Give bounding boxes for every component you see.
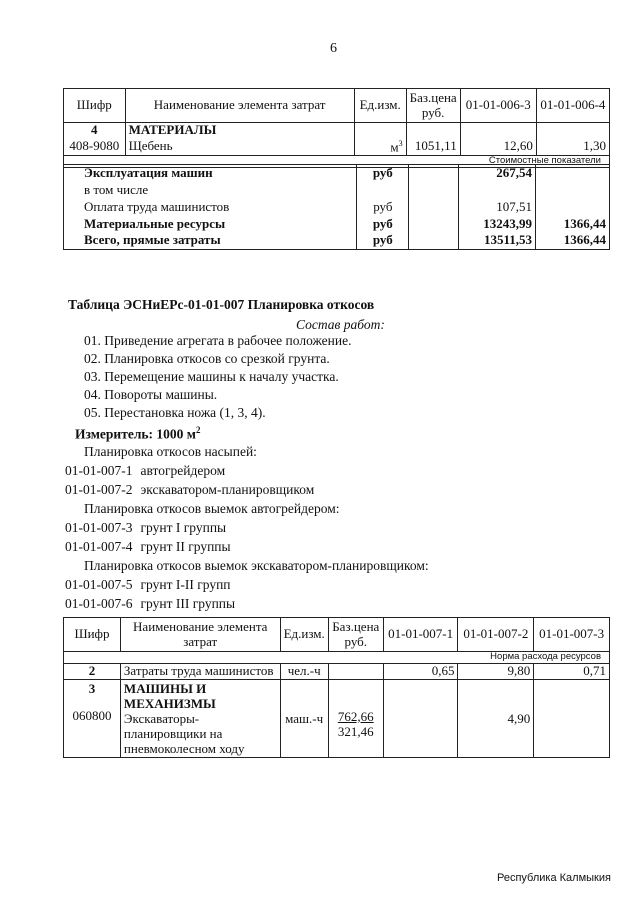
section-title: МАШИНЫ И МЕХАНИЗМЫ <box>123 680 216 711</box>
item-code: 01-01-007-6 <box>65 596 133 611</box>
summary-price-empty <box>409 216 459 233</box>
item-text: автогрейдером <box>140 463 226 478</box>
meter-label: Измеритель: 1000 $м^2$ <box>75 425 201 442</box>
header-col-007-3: 01-01-007-3 <box>534 618 610 652</box>
header-name: Наименование элемента затрат <box>120 618 280 652</box>
header-col-006-3: 01-01-006-3 <box>460 89 536 123</box>
list-item <box>65 596 235 612</box>
item-code: 01-01-007-2 <box>65 482 133 497</box>
list-item <box>65 539 231 555</box>
group-title: Планировка откосов насыпей: <box>84 444 257 459</box>
section-number: 4 <box>64 123 126 139</box>
header-col-006-4: 01-01-006-4 <box>536 89 609 123</box>
material-unit: $м^3$ <box>354 139 406 156</box>
material-value-1: 12,60 <box>460 139 536 156</box>
material-price: 1051,11 <box>406 139 460 156</box>
item-text: грунт III группы <box>140 596 236 611</box>
item-text: грунт I группы <box>140 520 227 535</box>
item-text: грунт II группы <box>140 539 231 554</box>
machine-name: Экскаваторы-планировщики на пневмоколесном ходу <box>123 710 245 756</box>
table-row <box>64 233 610 250</box>
header-col-007-2: 01-01-007-2 <box>458 618 534 652</box>
summary-price-empty <box>409 233 459 250</box>
item-code: 01-01-007-4 <box>65 539 133 554</box>
table-row <box>64 165 610 182</box>
work-item: 02. Планировка откосов со срезкой грунта. <box>84 351 330 366</box>
work-item: 05. Перестановка ножа (1, 3, 4). <box>84 405 266 420</box>
summary-name: Эксплуатация машин <box>64 165 357 182</box>
item-text: экскаватором-планировщиком <box>140 482 315 497</box>
labor-value-2: 9,80 <box>458 664 534 680</box>
item-code: 01-01-007-1 <box>65 463 133 478</box>
table-title: Таблица ЭСНиЕРс-01-01-007 Планировка откосов <box>68 297 375 312</box>
machine-name-cell <box>120 679 280 757</box>
labor-code: 2 <box>64 664 121 680</box>
summary-name: в том числе <box>64 182 357 199</box>
summary-unit: руб <box>357 165 409 182</box>
table-row <box>64 679 610 757</box>
summary-v1: 107,51 <box>459 199 536 216</box>
summary-unit <box>357 182 409 199</box>
work-composition-title: Состав работ: <box>296 317 385 332</box>
summary-v2 <box>536 199 610 216</box>
item-code: 01-01-007-5 <box>65 577 133 592</box>
summary-v2: 1366,44 <box>536 233 610 250</box>
table-row <box>64 182 610 199</box>
labor-unit: чел.-ч <box>280 664 328 680</box>
machine-price-cell <box>328 679 383 757</box>
machine-value-3 <box>534 679 610 757</box>
list-item <box>65 463 225 479</box>
work-item: 04. Повороты машины. <box>84 387 218 402</box>
material-code: 408-9080 <box>64 139 126 156</box>
summary-v1: 267,54 <box>459 165 536 182</box>
summary-name: Всего, прямые затраты <box>64 233 357 250</box>
machine-value-1 <box>383 679 458 757</box>
work-item: 03. Перемещение машины к началу участка. <box>84 369 339 384</box>
summary-v1: 13243,99 <box>459 216 536 233</box>
machine-code: 060800 <box>72 707 112 723</box>
list-item <box>65 577 231 593</box>
subheader-cost-indicators: Стоимостные показатели <box>64 155 610 167</box>
list-item <box>65 520 226 536</box>
summary-unit: руб <box>357 216 409 233</box>
table-row <box>64 199 610 216</box>
summary-v2: 1366,44 <box>536 216 610 233</box>
machine-value-2: 4,90 <box>458 679 534 757</box>
region-footer: Республика Калмыкия <box>497 872 611 884</box>
header-code: Шифр <box>64 618 121 652</box>
machine-price-bottom: 321,46 <box>337 723 374 739</box>
header-col-007-1: 01-01-007-1 <box>383 618 458 652</box>
header-code: Шифр <box>64 89 126 123</box>
cost-summary-table <box>63 164 610 250</box>
header-unit: Ед.изм. <box>280 618 328 652</box>
resource-table-006 <box>63 88 610 168</box>
summary-price-empty <box>409 199 459 216</box>
material-name: Щебень <box>125 139 354 156</box>
work-item: 01. Приведение агрегата в рабочее положение. <box>84 333 352 348</box>
group-title: Планировка откосов выемок экскаватором-планировщиком: <box>84 558 429 573</box>
summary-unit: руб <box>357 199 409 216</box>
summary-v1 <box>459 182 536 199</box>
summary-price-empty <box>409 182 459 199</box>
header-unit: Ед.изм. <box>354 89 406 123</box>
labor-name: Затраты труда машинистов <box>120 664 280 680</box>
item-text: грунт I-II групп <box>140 577 231 592</box>
labor-value-3: 0,71 <box>534 664 610 680</box>
table-row <box>64 139 610 156</box>
summary-v2 <box>536 182 610 199</box>
group-title: Планировка откосов выемок автогрейдером: <box>84 501 340 516</box>
summary-name: Материальные ресурсы <box>64 216 357 233</box>
machine-unit: маш.-ч <box>280 679 328 757</box>
section-number: 3 <box>88 680 96 696</box>
labor-value-1: 0,65 <box>383 664 458 680</box>
machine-price-top: 762,66 <box>337 708 374 724</box>
header-price: Баз.цена руб. <box>406 89 460 123</box>
machine-code-cell <box>64 679 121 757</box>
summary-v2 <box>536 165 610 182</box>
subheader-resource-norm: Норма расхода ресурсов <box>64 652 610 664</box>
section-title: МАТЕРИАЛЫ <box>125 123 354 139</box>
header-price: Баз.цена руб. <box>328 618 383 652</box>
resource-table-007 <box>63 617 610 758</box>
header-name: Наименование элемента затрат <box>125 89 354 123</box>
table-row <box>64 216 610 233</box>
table-row <box>64 664 610 680</box>
summary-unit: руб <box>357 233 409 250</box>
material-value-2: 1,30 <box>536 139 609 156</box>
summary-price-empty <box>409 165 459 182</box>
summary-name: Оплата труда машинистов <box>64 199 357 216</box>
list-item <box>65 482 314 498</box>
summary-v1: 13511,53 <box>459 233 536 250</box>
item-code: 01-01-007-3 <box>65 520 133 535</box>
page-number: 6 <box>330 41 337 56</box>
